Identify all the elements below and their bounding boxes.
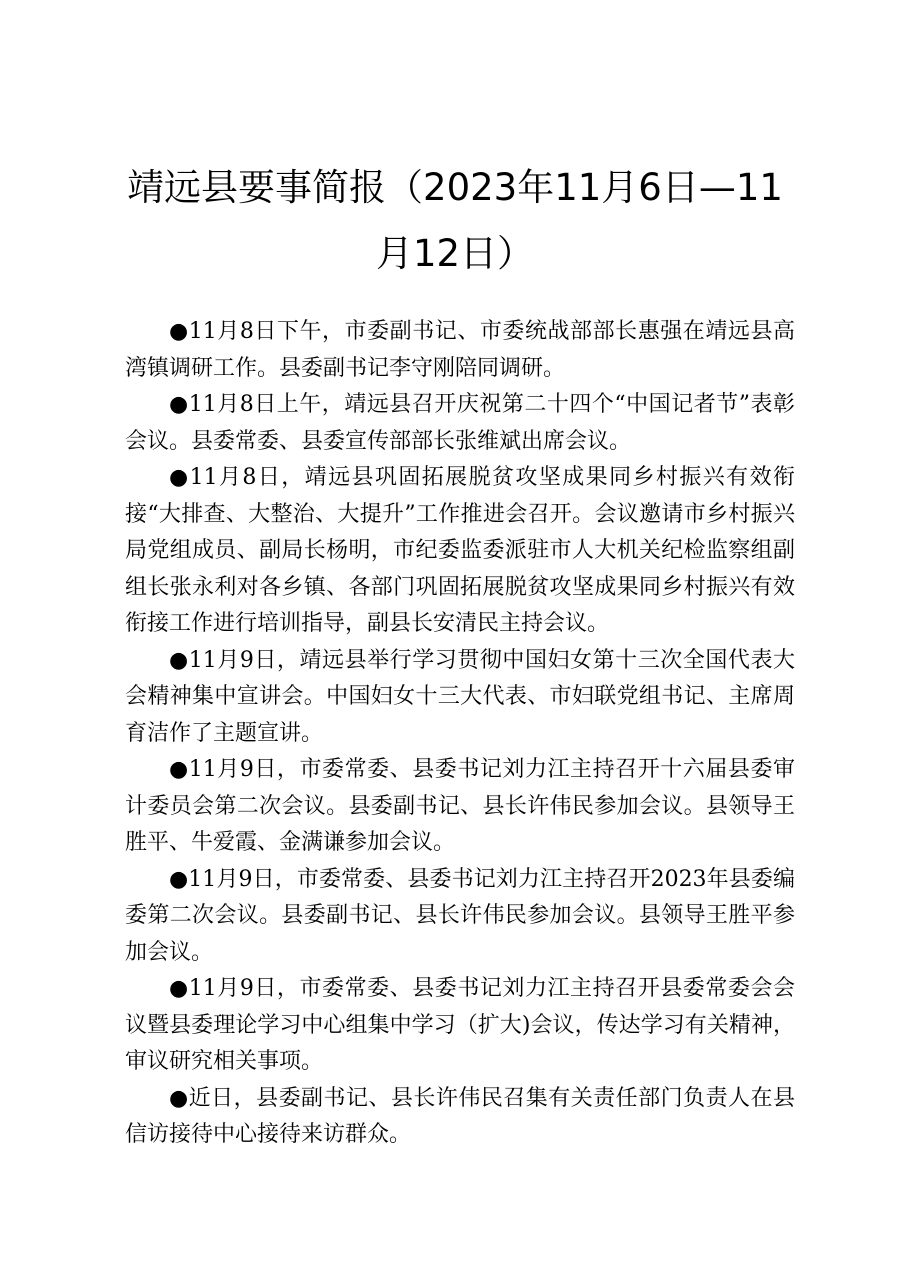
news-item: ●11月9日，市委常委、县委书记刘力江主持召开十六届县委审计委员会第二次会议。县委副书记、县长许伟民参加会议。县领导王胜平、牛爱霞、金满谦参加会议。 [125, 757, 795, 855]
news-item: ●11月8日，靖远县巩固拓展脱贫攻坚成果同乡村振兴有效衔接“大排查、大整治、大提升”工作推进会召开。会议邀请市乡村振兴局党组成员、副局长杨明，市纪委监委派驻市人大机关纪检监察组副组长张永利对各乡镇、各部门巩固拓展脱贫攻坚成果同乡村振兴有效衔接工作进行培训指导，副县长安清民主持会议。 [125, 465, 795, 636]
news-item: ●11月9日，市委常委、县委书记刘力江主持召开县委常委会会议暨县委理论学习中心组集中学习（扩大)会议，传达学习有关精神，审议研究相关事项。 [125, 976, 795, 1074]
news-item: ●近日，县委副书记、县长许伟民召集有关责任部门负责人在县信访接待中心接待来访群众。 [125, 1085, 795, 1147]
news-item: ●11月9日，靖远县举行学习贯彻中国妇女第十三次全国代表大会精神集中宣讲会。中国妇女十三大代表、市妇联党组书记、主席周育洁作了主题宣讲。 [125, 647, 795, 746]
news-item: ●11月9日，市委常委、县委书记刘力江主持召开2023年县委编委第二次会议。县委副书记、县长许伟民参加会议。县领导王胜平参加会议。 [125, 866, 795, 965]
news-item: ●11月8日上午，靖远县召开庆祝第二十四个“中国记者节”表彰会议。县委常委、县委宣传部部长张维斌出席会议。 [125, 392, 795, 454]
news-item: ●11月8日下午，市委副书记、市委统战部部长惠强在靖远县高湾镇调研工作。县委副书记李守刚陪同调研。 [125, 319, 795, 381]
document-body [125, 314, 795, 1154]
document-title: 靖远县要事简报（2023年11月6日—11月12日） [127, 166, 783, 275]
